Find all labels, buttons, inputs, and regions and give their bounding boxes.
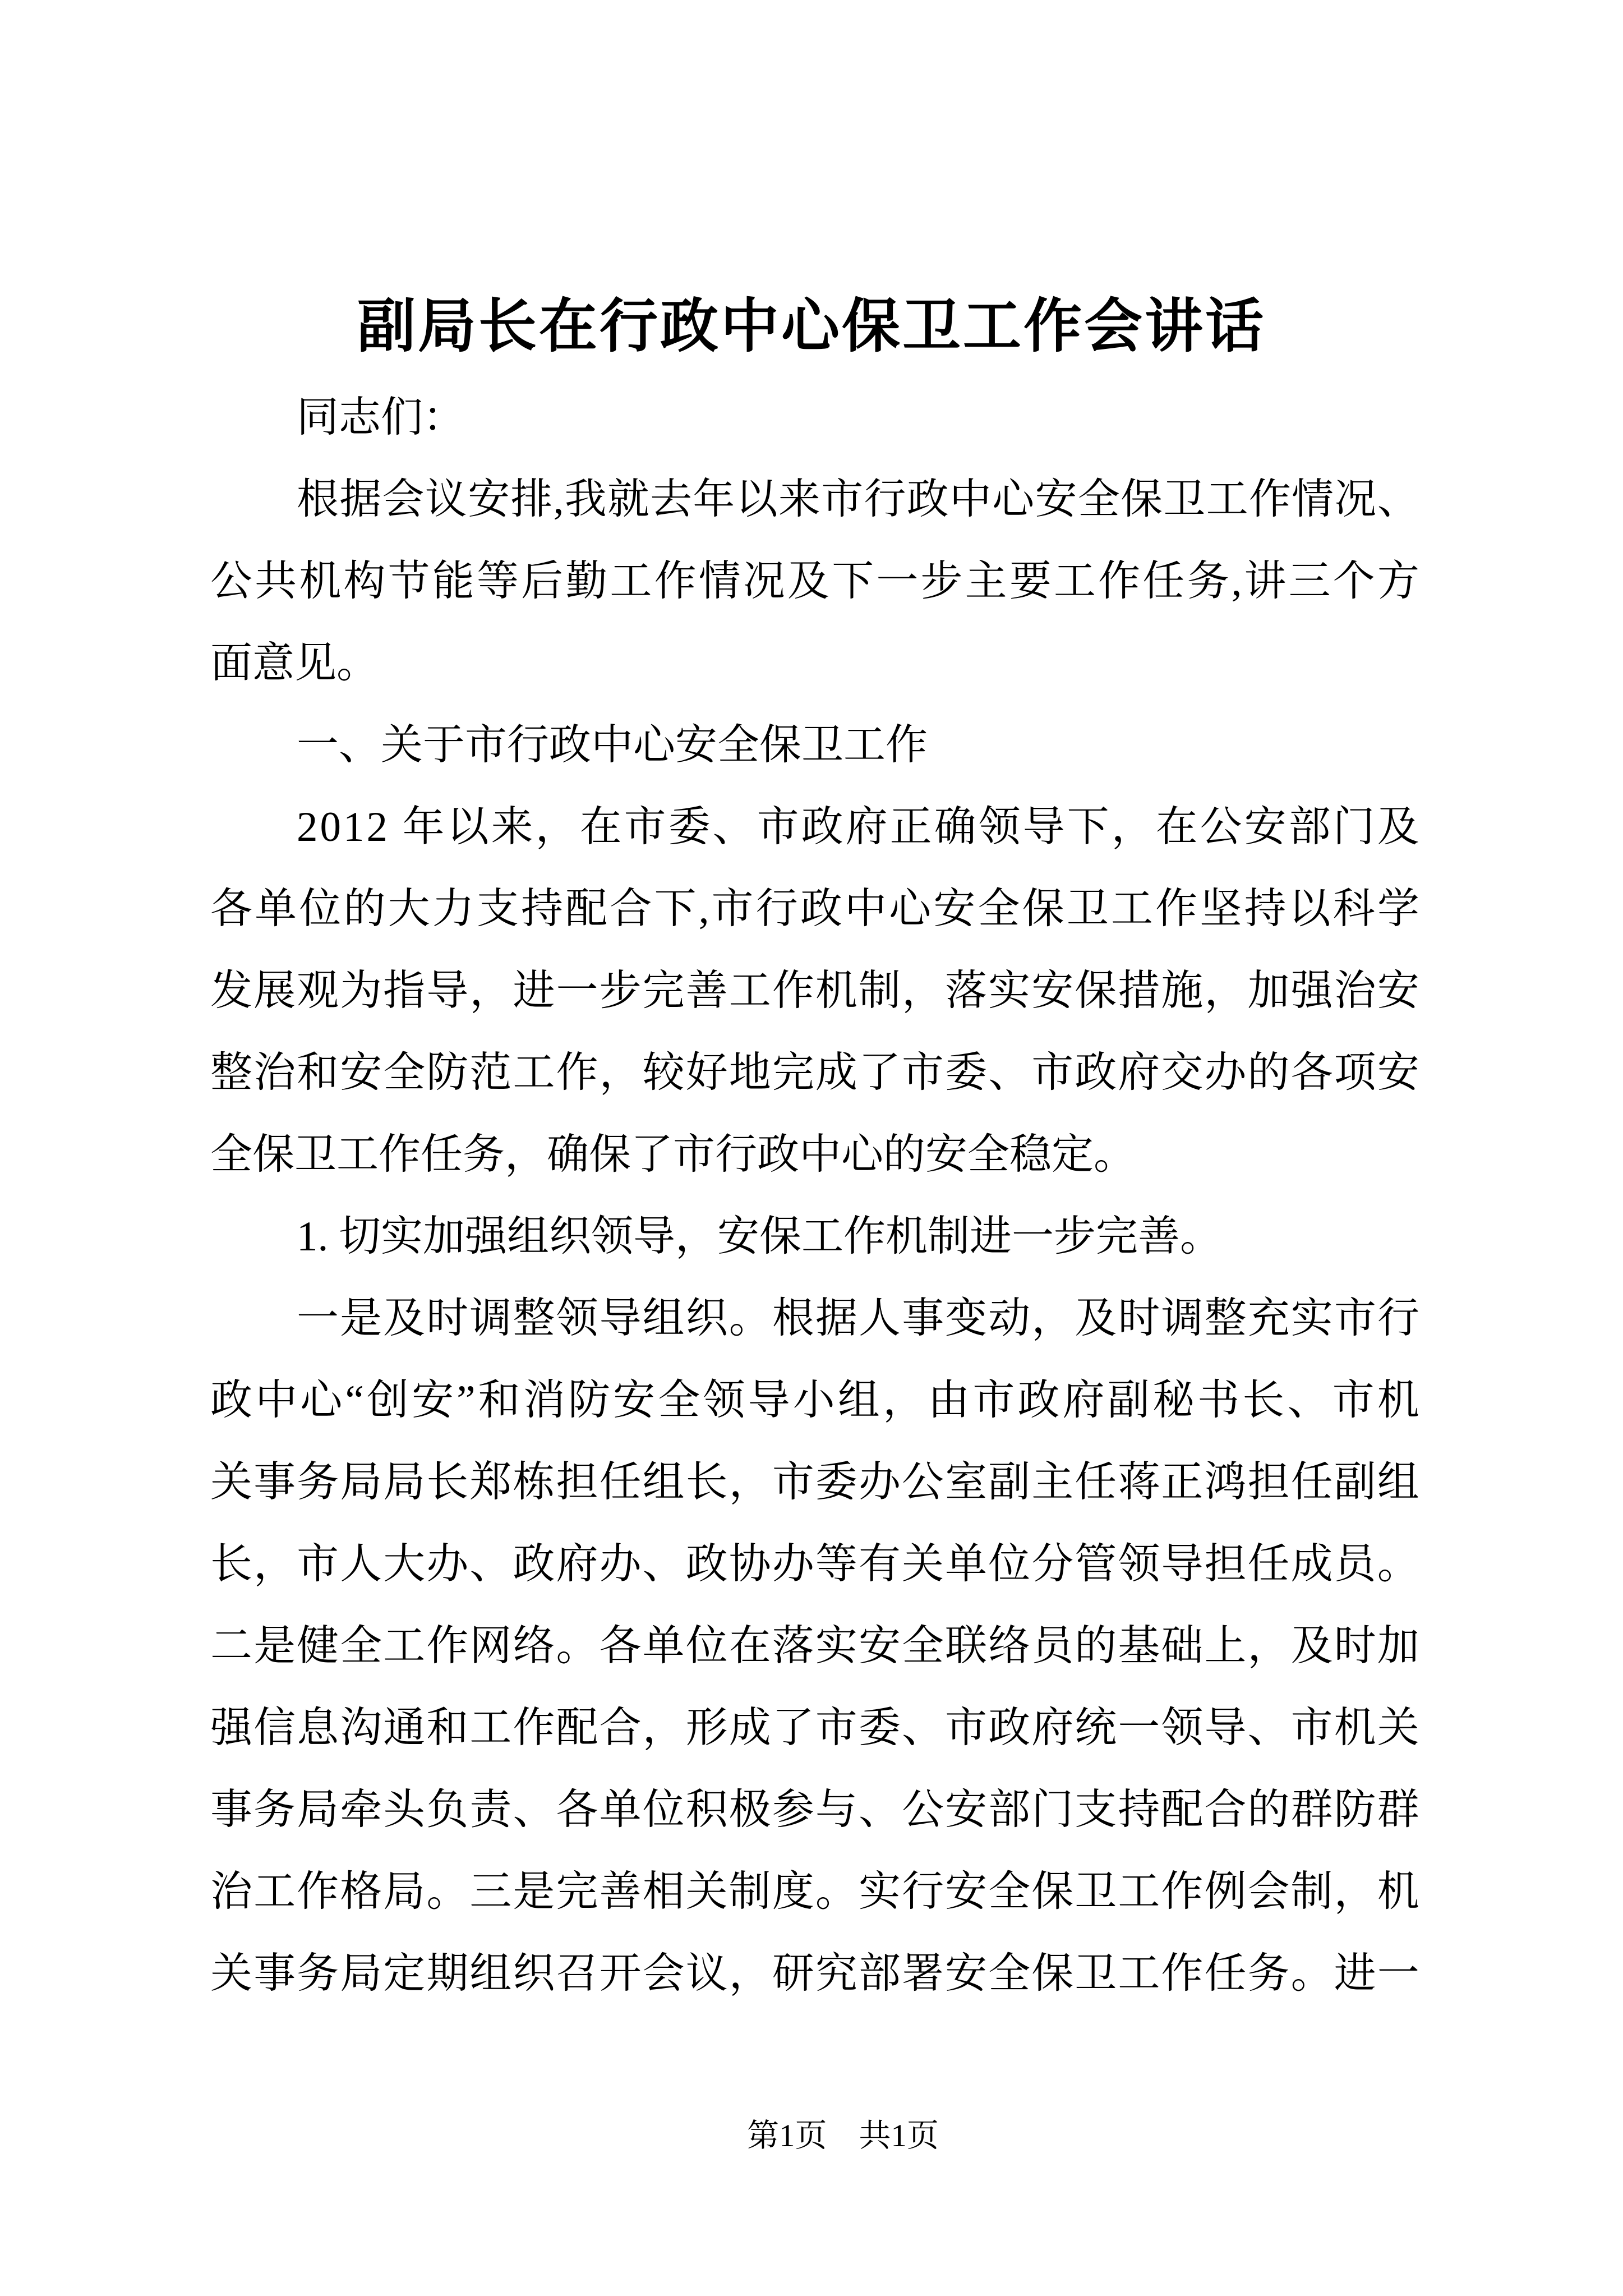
body-line: 公 共 机 构 节 能 等 后 勤 工 作 情 况 及 下 一 步 主 要 工 作 任 务 , 讲 三 个 方 [210,558,1419,605]
page-title: 副局长在行政中心保卫工作会讲话 [357,295,1266,359]
body-line: 强 信 息 沟 通 和 工 作 配 合 ， 形 成 了 市 委 、 市 政 府 统 一 领 导 、 市 机 关 [210,1705,1419,1751]
body-line: 关 事 务 局 局 长 郑 栋 担 任 组 长 ， 市 委 办 公 室 副 主 任 蒋 正 鸿 担 任 副 组 [210,1459,1419,1506]
body-line: 事 务 局 牵 头 负 责 、 各 单 位 积 极 参 与 、 公 安 部 门 支 持 配 合 的 群 防 群 [210,1787,1419,1833]
document-body [210,377,1419,2015]
body-line: 各 单 位 的 大 力 支 持 配 合 下 , 市 行 政 中 心 安 全 保 卫 工 作 坚 持 以 科 学 [210,886,1419,932]
page-footer: 第1页 共1页 [747,2118,939,2154]
body-line: 一 是 及 时 调 整 领 导 组 织 。 根 据 人 事 变 动 ， 及 时 调 整 充 实 市 行 [297,1295,1419,1342]
body-line: 根 据 会 议 安 排 , 我 就 去 年 以 来 市 行 政 中 心 安 全 保 卫 工 作 情 况 、 [297,476,1419,523]
body-line: 面意见。 [210,640,379,687]
body-line: 1. 切实加强组织领导，安保工作机制进一步完善。 [297,1213,1223,1260]
body-line: 关 事 务 局 定 期 组 织 召 开 会 议 ， 研 究 部 署 安 全 保 卫 工 作 任 务 。 进 一 [210,1950,1419,1997]
body-line: 二 是 健 全 工 作 网 络 。 各 单 位 在 落 实 安 全 联 络 员 的 基 础 上 ， 及 时 加 [210,1623,1419,1669]
body-line: 发 展 观 为 指 导 ， 进 一 步 完 善 工 作 机 制 ， 落 实 安 保 措 施 ， 加 强 治 安 [210,968,1419,1014]
body-line: 治 工 作 格 局 。 三 是 完 善 相 关 制 度 。 实 行 安 全 保 卫 工 作 例 会 制 ， 机 [210,1869,1419,1915]
body-line: 长 ， 市 人 大 办 、 政 府 办 、 政 协 办 等 有 关 单 位 分 管 领 导 担 任 成 员 。 [210,1541,1419,1588]
body-line: 同志们： [297,394,465,441]
body-line: 整 治 和 安 全 防 范 工 作 ， 较 好 地 完 成 了 市 委 、 市 政 府 交 办 的 各 项 安 [210,1050,1419,1096]
body-line: 全保卫工作任务，确保了市行政中心的安全稳定。 [210,1131,1136,1178]
body-line: 一、关于市行政中心安全保卫工作 [297,722,928,769]
body-line: 政 中 心 “ 创 安 ” 和 消 防 安 全 领 导 小 组 ， 由 市 政 府 副 秘 书 长 、 市 机 [210,1377,1419,1424]
body-line: 2 0 1 2 年 以 来 ， 在 市 委 、 市 政 府 正 确 领 导 下 ， 在 公 安 部 门 及 [297,804,1419,850]
